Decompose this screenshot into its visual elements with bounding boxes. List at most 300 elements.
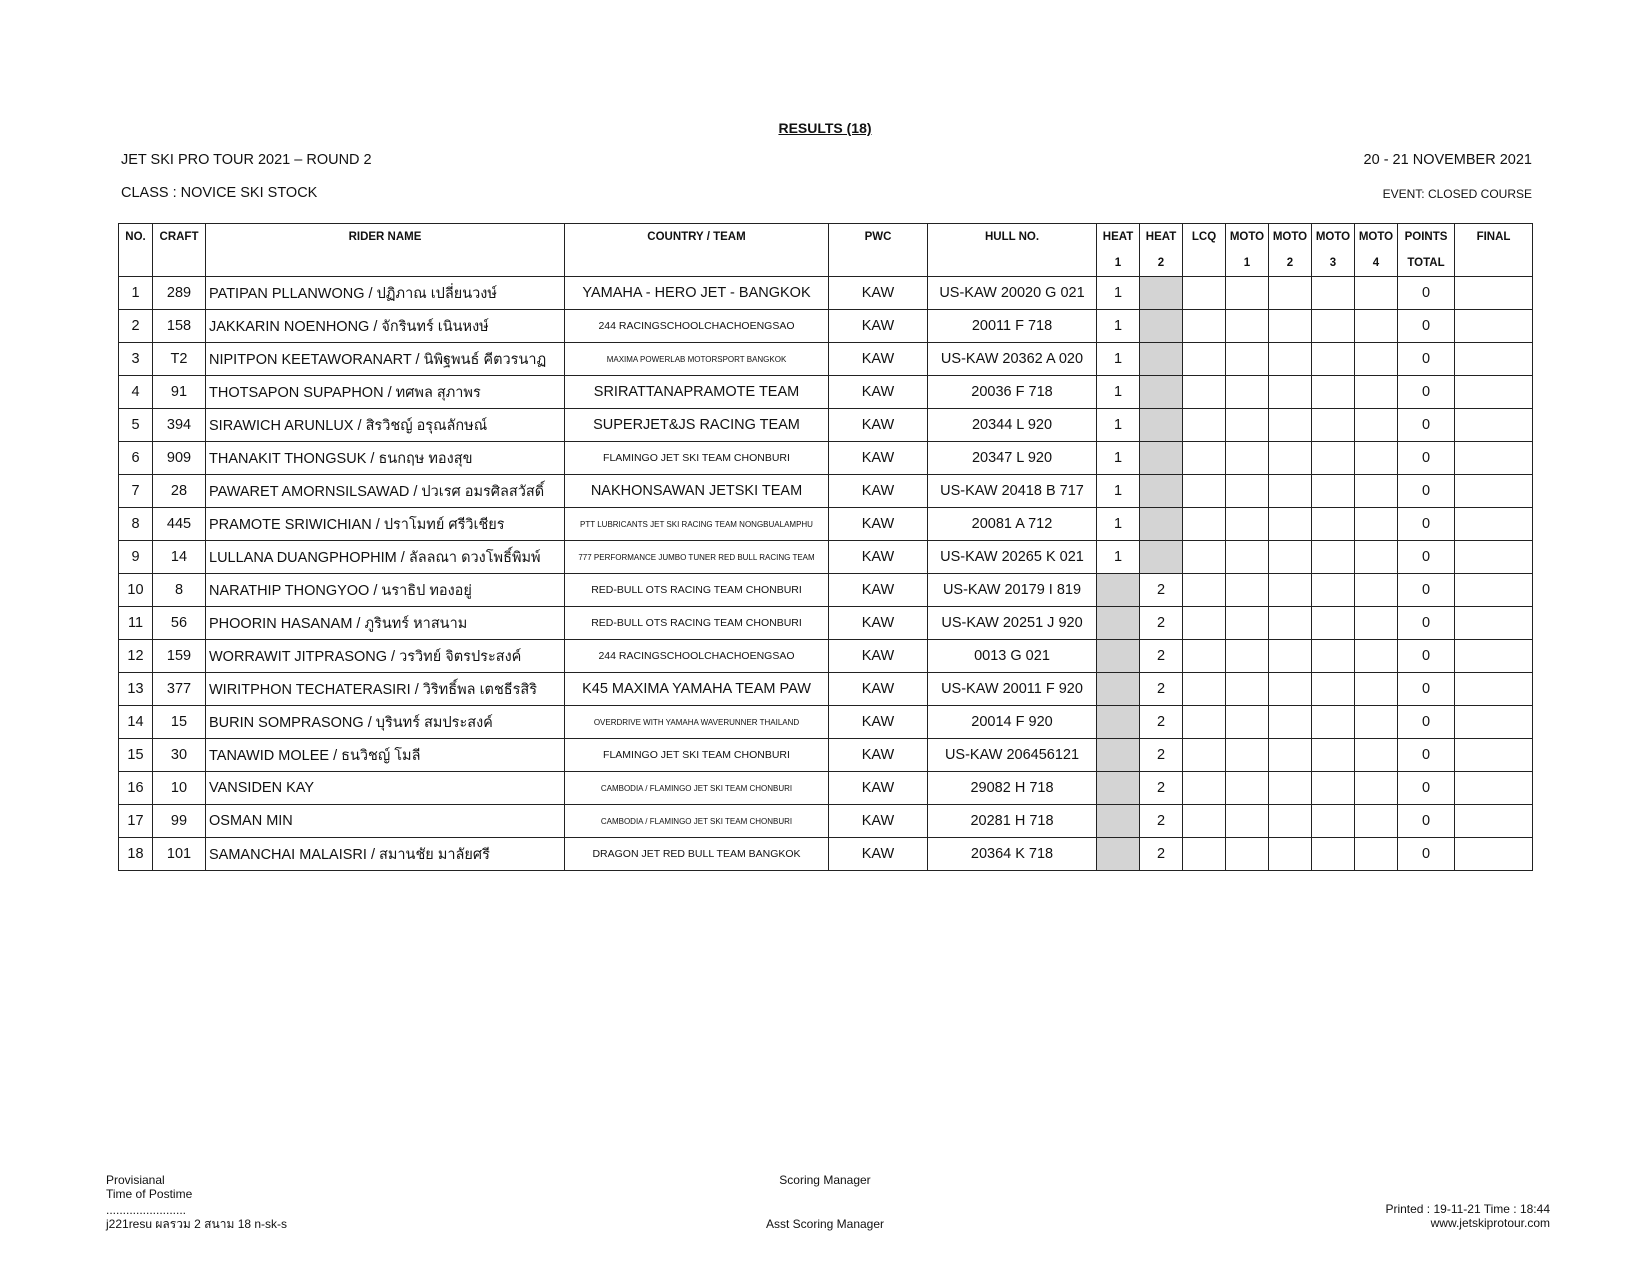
table-row (119, 409, 1533, 442)
cell-heat2 (1140, 409, 1183, 442)
cell-rider: WORRAWIT JITPRASONG / วรวิทย์ จิตรประสงค์ (206, 640, 565, 673)
col-moto4-header: MOTO (1355, 224, 1398, 251)
dotted-line: ........................ (106, 1203, 187, 1217)
table-row (119, 541, 1533, 574)
cell-heat2 (1140, 508, 1183, 541)
cell-heat1: 1 (1097, 541, 1140, 574)
col-rider-header-2 (206, 250, 565, 277)
cell-moto3 (1312, 343, 1355, 376)
cell-craft: 394 (153, 409, 206, 442)
event-date: 20 - 21 NOVEMBER 2021 (1363, 152, 1532, 168)
table-row (119, 673, 1533, 706)
header-row (119, 224, 1533, 251)
table-row (119, 607, 1533, 640)
col-moto2-number: 2 (1269, 250, 1312, 277)
cell-heat1: 1 (1097, 409, 1140, 442)
cell-no: 7 (119, 475, 153, 508)
cell-craft: 10 (153, 772, 206, 805)
col-points-total: TOTAL (1398, 250, 1455, 277)
cell-points: 0 (1398, 673, 1455, 706)
table-row (119, 442, 1533, 475)
cell-points: 0 (1398, 508, 1455, 541)
cell-no: 5 (119, 409, 153, 442)
cell-heat2 (1140, 310, 1183, 343)
cell-moto1 (1226, 673, 1269, 706)
cell-moto1 (1226, 838, 1269, 871)
cell-moto2 (1269, 805, 1312, 838)
cell-heat1: 1 (1097, 343, 1140, 376)
table-row (119, 805, 1533, 838)
cell-pwc: KAW (829, 772, 928, 805)
cell-no: 15 (119, 739, 153, 772)
cell-team: RED-BULL OTS RACING TEAM CHONBURI (565, 574, 829, 607)
cell-craft: 159 (153, 640, 206, 673)
cell-heat1 (1097, 739, 1140, 772)
col-moto1-number: 1 (1226, 250, 1269, 277)
cell-lcq (1183, 673, 1226, 706)
cell-final (1455, 541, 1533, 574)
cell-team: MAXIMA POWERLAB MOTORSPORT BANGKOK (565, 343, 829, 376)
cell-rider: PAWARET AMORNSILSAWAD / ปวเรศ อมรศิลสวัสดิ์ (206, 475, 565, 508)
cell-points: 0 (1398, 376, 1455, 409)
cell-points: 0 (1398, 310, 1455, 343)
cell-no: 2 (119, 310, 153, 343)
cell-moto3 (1312, 805, 1355, 838)
cell-heat1: 1 (1097, 376, 1140, 409)
cell-pwc: KAW (829, 541, 928, 574)
cell-pwc: KAW (829, 607, 928, 640)
cell-moto2 (1269, 343, 1312, 376)
col-points-header: POINTS (1398, 224, 1455, 251)
cell-moto4 (1355, 640, 1398, 673)
cell-team: 244 RACINGSCHOOLCHACHOENGSAO (565, 640, 829, 673)
table-row (119, 739, 1533, 772)
cell-no: 1 (119, 277, 153, 310)
cell-moto3 (1312, 475, 1355, 508)
cell-no: 9 (119, 541, 153, 574)
cell-craft: 28 (153, 475, 206, 508)
cell-craft: 14 (153, 541, 206, 574)
col-heat2-number: 2 (1140, 250, 1183, 277)
cell-rider: PHOORIN HASANAM / ภูรินทร์ หาสนาม (206, 607, 565, 640)
cell-team: FLAMINGO JET SKI TEAM CHONBURI (565, 739, 829, 772)
cell-moto3 (1312, 607, 1355, 640)
cell-hull: US-KAW 20362 A 020 (928, 343, 1097, 376)
cell-final (1455, 574, 1533, 607)
cell-moto4 (1355, 409, 1398, 442)
cell-points: 0 (1398, 739, 1455, 772)
cell-team: CAMBODIA / FLAMINGO JET SKI TEAM CHONBURI (565, 805, 829, 838)
cell-craft: 30 (153, 739, 206, 772)
cell-moto4 (1355, 508, 1398, 541)
cell-lcq (1183, 706, 1226, 739)
cell-moto4 (1355, 574, 1398, 607)
cell-heat1: 1 (1097, 508, 1140, 541)
cell-points: 0 (1398, 277, 1455, 310)
cell-final (1455, 739, 1533, 772)
cell-hull: 20281 H 718 (928, 805, 1097, 838)
cell-final (1455, 277, 1533, 310)
results-body (119, 277, 1533, 871)
cell-points: 0 (1398, 541, 1455, 574)
cell-points: 0 (1398, 838, 1455, 871)
cell-points: 0 (1398, 574, 1455, 607)
cell-no: 6 (119, 442, 153, 475)
cell-hull: US-KAW 206456121 (928, 739, 1097, 772)
cell-moto4 (1355, 376, 1398, 409)
cell-moto2 (1269, 673, 1312, 706)
results-table (118, 223, 1533, 871)
cell-moto2 (1269, 706, 1312, 739)
col-moto3-number: 3 (1312, 250, 1355, 277)
cell-team: OVERDRIVE WITH YAMAHA WAVERUNNER THAILAND (565, 706, 829, 739)
cell-heat2: 2 (1140, 574, 1183, 607)
cell-team: NAKHONSAWAN JETSKI TEAM (565, 475, 829, 508)
cell-lcq (1183, 838, 1226, 871)
cell-final (1455, 805, 1533, 838)
cell-final (1455, 673, 1533, 706)
cell-moto1 (1226, 772, 1269, 805)
cell-heat1 (1097, 838, 1140, 871)
cell-final (1455, 838, 1533, 871)
cell-moto1 (1226, 739, 1269, 772)
cell-rider: LULLANA DUANGPHOPHIM / ลัลลณา ดวงโพธิ์พิมพ์ (206, 541, 565, 574)
cell-lcq (1183, 475, 1226, 508)
cell-moto2 (1269, 541, 1312, 574)
cell-moto3 (1312, 409, 1355, 442)
cell-final (1455, 409, 1533, 442)
cell-no: 8 (119, 508, 153, 541)
cell-moto3 (1312, 772, 1355, 805)
cell-heat2: 2 (1140, 805, 1183, 838)
cell-craft: 101 (153, 838, 206, 871)
event-type: EVENT: CLOSED COURSE (1382, 187, 1532, 201)
table-row (119, 772, 1533, 805)
cell-heat1: 1 (1097, 475, 1140, 508)
cell-pwc: KAW (829, 277, 928, 310)
cell-lcq (1183, 409, 1226, 442)
cell-lcq (1183, 310, 1226, 343)
cell-moto3 (1312, 310, 1355, 343)
cell-rider: VANSIDEN KAY (206, 772, 565, 805)
cell-craft: 289 (153, 277, 206, 310)
col-craft-header: CRAFT (153, 224, 206, 251)
cell-pwc: KAW (829, 574, 928, 607)
cell-team: FLAMINGO JET SKI TEAM CHONBURI (565, 442, 829, 475)
cell-rider: THANAKIT THONGSUK / ธนกฤษ ทองสุข (206, 442, 565, 475)
cell-moto1 (1226, 541, 1269, 574)
cell-lcq (1183, 277, 1226, 310)
cell-moto2 (1269, 640, 1312, 673)
file-reference: j221resu ผลรวม 2 สนาม 18 n-sk-s (106, 1217, 288, 1231)
cell-heat1 (1097, 640, 1140, 673)
cell-lcq (1183, 343, 1226, 376)
cell-moto3 (1312, 376, 1355, 409)
cell-moto4 (1355, 673, 1398, 706)
cell-pwc: KAW (829, 442, 928, 475)
cell-heat2: 2 (1140, 607, 1183, 640)
cell-team: SUPERJET&JS RACING TEAM (565, 409, 829, 442)
cell-heat1 (1097, 673, 1140, 706)
cell-moto3 (1312, 574, 1355, 607)
cell-rider: PATIPAN PLLANWONG / ปฏิภาณ เปลี่ยนวงษ์ (206, 277, 565, 310)
table-row (119, 574, 1533, 607)
cell-craft: 445 (153, 508, 206, 541)
col-pwc-header: PWC (829, 224, 928, 251)
cell-hull: US-KAW 20251 J 920 (928, 607, 1097, 640)
cell-rider: NIPITPON KEETAWORANART / นิพิฐพนธ์ คีตวรนาฏ (206, 343, 565, 376)
cell-hull: 20081 A 712 (928, 508, 1097, 541)
table-row (119, 277, 1533, 310)
cell-rider: TANAWID MOLEE / ธนวิชญ์ โมลี (206, 739, 565, 772)
cell-final (1455, 772, 1533, 805)
cell-pwc: KAW (829, 706, 928, 739)
col-lcq-header-2 (1183, 250, 1226, 277)
cell-craft: 91 (153, 376, 206, 409)
cell-no: 3 (119, 343, 153, 376)
cell-moto3 (1312, 277, 1355, 310)
cell-team: PTT LUBRICANTS JET SKI RACING TEAM NONGBUALAMPHU (565, 508, 829, 541)
scoring-manager-label: Scoring Manager (779, 1173, 871, 1187)
cell-moto1 (1226, 574, 1269, 607)
footer-right (1385, 1202, 1550, 1230)
cell-points: 0 (1398, 607, 1455, 640)
cell-lcq (1183, 607, 1226, 640)
cell-moto3 (1312, 673, 1355, 706)
cell-team: DRAGON JET RED BULL TEAM BANGKOK (565, 838, 829, 871)
cell-points: 0 (1398, 475, 1455, 508)
cell-points: 0 (1398, 409, 1455, 442)
cell-heat2 (1140, 442, 1183, 475)
cell-lcq (1183, 640, 1226, 673)
col-moto4-number: 4 (1355, 250, 1398, 277)
table-row (119, 376, 1533, 409)
cell-team: SRIRATTANAPRAMOTE TEAM (565, 376, 829, 409)
cell-no: 18 (119, 838, 153, 871)
cell-final (1455, 607, 1533, 640)
col-rider-header: RIDER NAME (206, 224, 565, 251)
cell-moto4 (1355, 706, 1398, 739)
cell-rider: JAKKARIN NOENHONG / จักรินทร์ เนินหงษ์ (206, 310, 565, 343)
cell-pwc: KAW (829, 508, 928, 541)
cell-heat1: 1 (1097, 277, 1140, 310)
cell-moto3 (1312, 739, 1355, 772)
cell-moto1 (1226, 310, 1269, 343)
cell-heat2: 2 (1140, 640, 1183, 673)
cell-rider: NARATHIP THONGYOO / นราธิป ทองอยู่ (206, 574, 565, 607)
cell-final (1455, 376, 1533, 409)
cell-moto4 (1355, 805, 1398, 838)
cell-final (1455, 640, 1533, 673)
cell-heat2: 2 (1140, 706, 1183, 739)
cell-moto4 (1355, 838, 1398, 871)
cell-heat1 (1097, 805, 1140, 838)
table-row (119, 343, 1533, 376)
table-row (119, 640, 1533, 673)
cell-moto2 (1269, 277, 1312, 310)
cell-heat1 (1097, 607, 1140, 640)
cell-moto4 (1355, 772, 1398, 805)
cell-moto4 (1355, 277, 1398, 310)
cell-moto2 (1269, 838, 1312, 871)
cell-no: 4 (119, 376, 153, 409)
cell-hull: 20014 F 920 (928, 706, 1097, 739)
cell-rider: THOTSAPON SUPAPHON / ทศพล สุภาพร (206, 376, 565, 409)
cell-heat2 (1140, 343, 1183, 376)
cell-moto2 (1269, 772, 1312, 805)
cell-moto1 (1226, 277, 1269, 310)
cell-heat2 (1140, 376, 1183, 409)
cell-pwc: KAW (829, 673, 928, 706)
cell-no: 14 (119, 706, 153, 739)
cell-moto3 (1312, 442, 1355, 475)
cell-heat1 (1097, 706, 1140, 739)
cell-final (1455, 442, 1533, 475)
cell-heat1 (1097, 772, 1140, 805)
cell-hull: 20344 L 920 (928, 409, 1097, 442)
cell-pwc: KAW (829, 805, 928, 838)
cell-no: 16 (119, 772, 153, 805)
cell-heat2: 2 (1140, 673, 1183, 706)
cell-heat2: 2 (1140, 838, 1183, 871)
event-name: JET SKI PRO TOUR 2021 – ROUND 2 (121, 152, 372, 168)
col-hull-header: HULL NO. (928, 224, 1097, 251)
header-row-2 (119, 250, 1533, 277)
cell-moto2 (1269, 508, 1312, 541)
cell-heat2 (1140, 541, 1183, 574)
table-row (119, 706, 1533, 739)
col-heat1-header: HEAT (1097, 224, 1140, 251)
col-pwc-header-2 (829, 250, 928, 277)
cell-craft: 158 (153, 310, 206, 343)
col-team-header: COUNTRY / TEAM (565, 224, 829, 251)
cell-craft: 909 (153, 442, 206, 475)
cell-moto1 (1226, 805, 1269, 838)
cell-heat2: 2 (1140, 739, 1183, 772)
cell-hull: 20347 L 920 (928, 442, 1097, 475)
table-row (119, 475, 1533, 508)
col-no-header: NO. (119, 224, 153, 251)
cell-no: 17 (119, 805, 153, 838)
cell-moto4 (1355, 442, 1398, 475)
cell-no: 13 (119, 673, 153, 706)
cell-final (1455, 475, 1533, 508)
printed-timestamp: Printed : 19-11-21 Time : 18:44 (1385, 1202, 1550, 1216)
cell-hull: 29082 H 718 (928, 772, 1097, 805)
cell-moto2 (1269, 607, 1312, 640)
cell-moto1 (1226, 508, 1269, 541)
cell-heat2 (1140, 475, 1183, 508)
cell-craft: 99 (153, 805, 206, 838)
col-craft-header-2 (153, 250, 206, 277)
col-moto3-header: MOTO (1312, 224, 1355, 251)
cell-final (1455, 343, 1533, 376)
cell-moto4 (1355, 343, 1398, 376)
cell-points: 0 (1398, 640, 1455, 673)
cell-team: K45 MAXIMA YAMAHA TEAM PAW (565, 673, 829, 706)
cell-team: YAMAHA - HERO JET - BANGKOK (565, 277, 829, 310)
col-team-header-2 (565, 250, 829, 277)
cell-moto1 (1226, 343, 1269, 376)
cell-team: CAMBODIA / FLAMINGO JET SKI TEAM CHONBURI (565, 772, 829, 805)
cell-lcq (1183, 442, 1226, 475)
cell-rider: WIRITPHON TECHATERASIRI / วิริทธิ์พล เตชธีรสิริ (206, 673, 565, 706)
cell-pwc: KAW (829, 310, 928, 343)
table-row (119, 508, 1533, 541)
cell-points: 0 (1398, 772, 1455, 805)
cell-moto2 (1269, 376, 1312, 409)
cell-moto4 (1355, 475, 1398, 508)
cell-final (1455, 310, 1533, 343)
col-hull-header-2 (928, 250, 1097, 277)
cell-lcq (1183, 574, 1226, 607)
cell-moto2 (1269, 475, 1312, 508)
col-moto1-header: MOTO (1226, 224, 1269, 251)
cell-moto2 (1269, 310, 1312, 343)
cell-heat1: 1 (1097, 442, 1140, 475)
cell-pwc: KAW (829, 739, 928, 772)
cell-pwc: KAW (829, 475, 928, 508)
cell-heat2: 2 (1140, 772, 1183, 805)
cell-hull: 20011 F 718 (928, 310, 1097, 343)
col-final-header-2 (1455, 250, 1533, 277)
cell-moto1 (1226, 442, 1269, 475)
cell-points: 0 (1398, 706, 1455, 739)
cell-final (1455, 508, 1533, 541)
cell-heat1 (1097, 574, 1140, 607)
cell-moto1 (1226, 640, 1269, 673)
class-name: CLASS : NOVICE SKI STOCK (121, 185, 318, 201)
cell-lcq (1183, 541, 1226, 574)
cell-final (1455, 706, 1533, 739)
cell-heat2 (1140, 277, 1183, 310)
cell-team: 244 RACINGSCHOOLCHACHOENGSAO (565, 310, 829, 343)
col-final-header: FINAL (1455, 224, 1533, 251)
cell-rider: OSMAN MIN (206, 805, 565, 838)
cell-craft: 56 (153, 607, 206, 640)
cell-rider: BURIN SOMPRASONG / บุรินทร์ สมประสงค์ (206, 706, 565, 739)
cell-moto4 (1355, 739, 1398, 772)
cell-craft: 15 (153, 706, 206, 739)
cell-moto3 (1312, 541, 1355, 574)
cell-hull: US-KAW 20265 K 021 (928, 541, 1097, 574)
cell-lcq (1183, 376, 1226, 409)
cell-team: RED-BULL OTS RACING TEAM CHONBURI (565, 607, 829, 640)
col-heat2-header: HEAT (1140, 224, 1183, 251)
cell-rider: SIRAWICH ARUNLUX / สิรวิชญ์ อรุณลักษณ์ (206, 409, 565, 442)
cell-moto2 (1269, 739, 1312, 772)
cell-rider: PRAMOTE SRIWICHIAN / ปราโมทย์ ศรีวิเชียร (206, 508, 565, 541)
cell-craft: 8 (153, 574, 206, 607)
cell-moto2 (1269, 442, 1312, 475)
cell-moto1 (1226, 409, 1269, 442)
cell-moto3 (1312, 706, 1355, 739)
cell-moto3 (1312, 508, 1355, 541)
cell-points: 0 (1398, 805, 1455, 838)
table-row (119, 310, 1533, 343)
col-heat1-number: 1 (1097, 250, 1140, 277)
cell-rider: SAMANCHAI MALAISRI / สมานชัย มาลัยศรี (206, 838, 565, 871)
cell-moto1 (1226, 607, 1269, 640)
cell-no: 10 (119, 574, 153, 607)
cell-no: 12 (119, 640, 153, 673)
cell-moto3 (1312, 838, 1355, 871)
cell-moto4 (1355, 310, 1398, 343)
cell-pwc: KAW (829, 409, 928, 442)
cell-hull: 20364 K 718 (928, 838, 1097, 871)
cell-moto4 (1355, 607, 1398, 640)
cell-moto4 (1355, 541, 1398, 574)
